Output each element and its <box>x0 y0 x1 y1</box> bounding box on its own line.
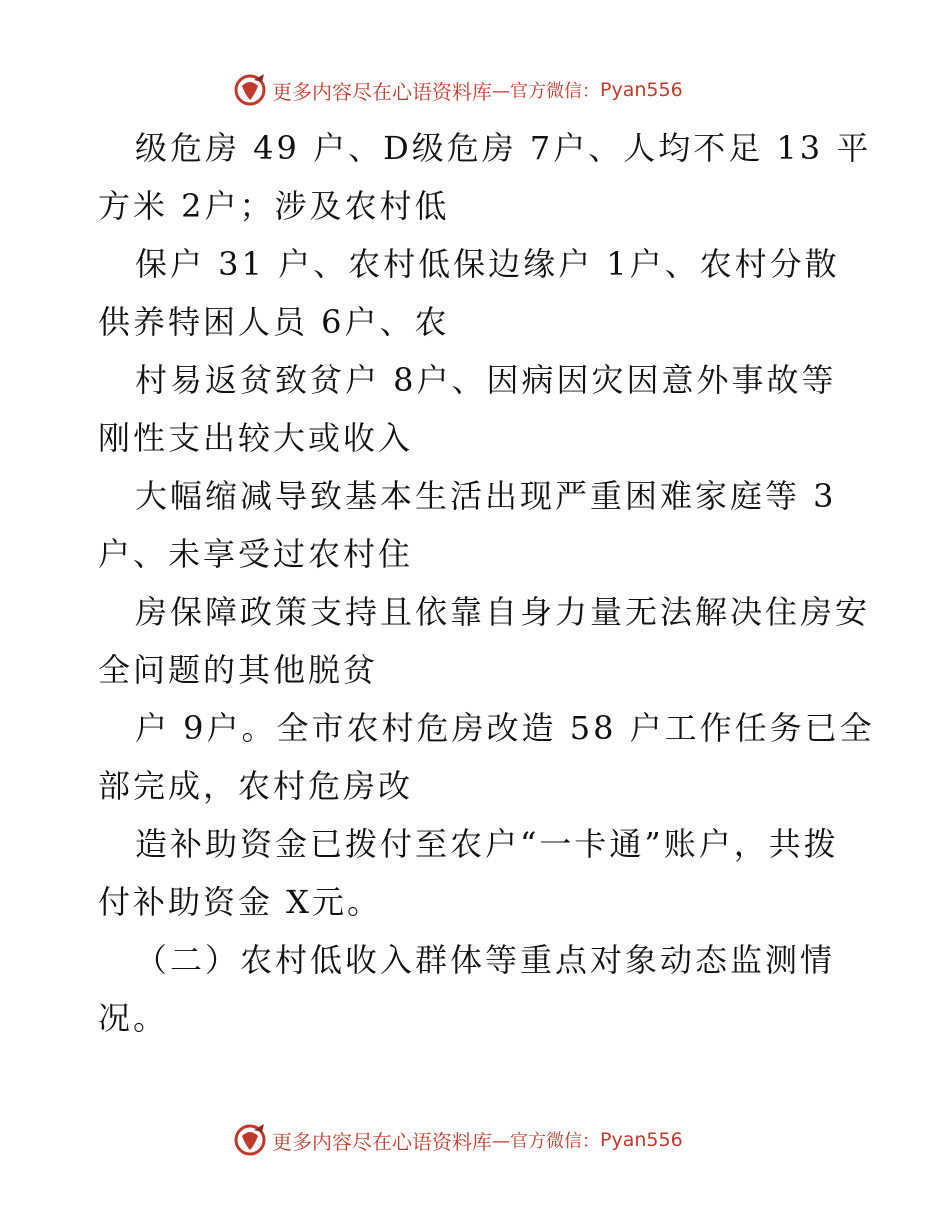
body-line-14: 付补助资金 X元。 <box>98 883 382 921</box>
heart-pen-logo-icon <box>232 72 268 108</box>
body-line-3: 保户 31 户、农村低保边缘户 1户、农村分散 <box>135 245 840 283</box>
section-heading: （二）农村低收入群体等重点对象动态监测情 <box>135 941 836 979</box>
body-line-16: 况。 <box>98 999 169 1037</box>
body-line-1: 级危房 49 户、D级危房 7户、人均不足 13 平 <box>135 129 872 167</box>
body-line-4: 供养特困人员 6户、农 <box>98 303 450 341</box>
body-line-7: 大幅缩减导致基本生活出现严重困难家庭等 3 <box>135 477 837 515</box>
body-line-2: 方米 2户；涉及农村低 <box>98 187 450 225</box>
watermark-wechat-id: Pyan556 <box>600 79 683 101</box>
body-line-12: 部完成，农村危房改 <box>98 767 414 805</box>
header-watermark <box>232 70 752 110</box>
body-line-5: 村易返贫致贫户 8户、因病因灾因意外事故等 <box>135 361 837 399</box>
body-line-9: 房保障政策支持且依靠自身力量无法解决住房安 <box>135 593 871 631</box>
heart-pen-logo-icon <box>232 1122 268 1158</box>
body-line-6: 刚性支出较大或收入 <box>98 419 414 457</box>
body-line-13: 造补助资金已拨付至农户“一卡通”账户，共拨 <box>135 825 839 863</box>
body-line-8: 户、未享受过农村住 <box>98 535 414 573</box>
watermark-separator-text: —官方微信： <box>492 81 600 102</box>
watermark-main-text: 更多内容尽在心语资料库 <box>272 79 492 104</box>
watermark-wechat-id: Pyan556 <box>600 1129 683 1151</box>
footer-watermark <box>232 1120 752 1160</box>
body-line-10: 全问题的其他脱贫 <box>98 651 379 689</box>
body-line-11: 户 9户。全市农村危房改造 58 户工作任务已全 <box>135 709 875 747</box>
watermark-separator-text: —官方微信： <box>492 1131 600 1152</box>
watermark-main-text: 更多内容尽在心语资料库 <box>272 1129 492 1154</box>
